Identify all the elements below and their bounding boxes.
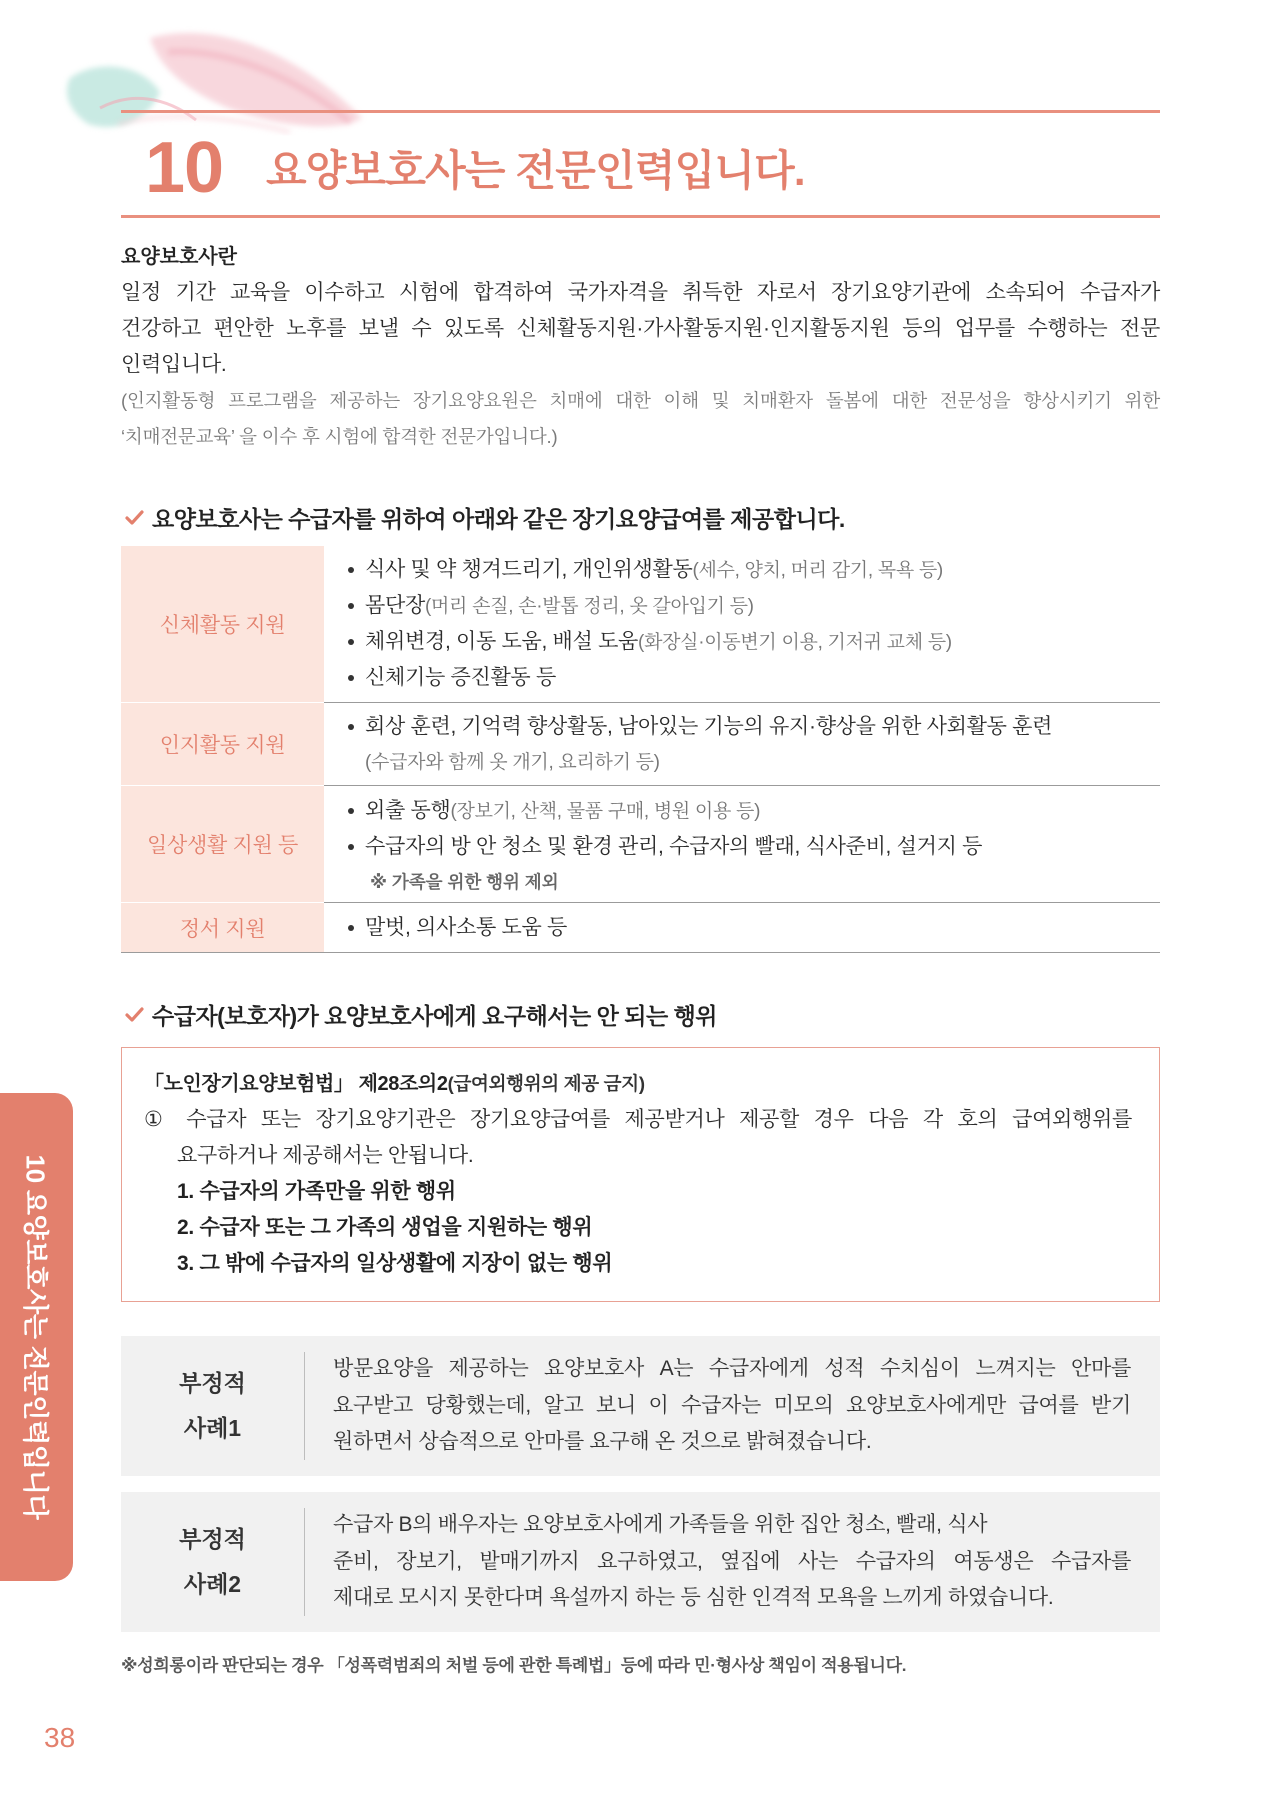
service-item bbox=[324, 709, 1160, 745]
item-detail: (머리 손질, 손·발톱 정리, 옷 갈아입기 등) bbox=[424, 596, 754, 617]
case-box bbox=[121, 1336, 1160, 1476]
row-content bbox=[324, 786, 1160, 903]
services-heading-row bbox=[125, 499, 845, 535]
definition-line: 일정 기간 교육을 이수하고 시험에 합격하여 국가자격을 취득한 자로서 장기요양기관에 소속되어 수급자가 bbox=[121, 281, 1160, 304]
case-box bbox=[121, 1492, 1160, 1632]
case-label-line: 부정적 bbox=[179, 1370, 246, 1396]
case-label-line: 부정적 bbox=[179, 1526, 246, 1552]
service-item bbox=[324, 624, 1160, 660]
law-clause-line: 요구하거나 제공해서는 안됩니다. bbox=[177, 1144, 474, 1167]
bullet-icon bbox=[348, 724, 354, 730]
row-content bbox=[324, 903, 1160, 953]
law-item: 2. 수급자 또는 그 가족의 생업을 지원하는 행위 bbox=[177, 1216, 593, 1239]
definition-line: 인력입니다. bbox=[121, 353, 227, 376]
bullet-icon bbox=[348, 925, 354, 931]
law-title-line bbox=[144, 1066, 1132, 1102]
definition-note-line: ‘치매전문교육’ 을 이수 후 시험에 합격한 전문가입니다.) bbox=[121, 426, 558, 447]
bullet-icon bbox=[348, 603, 354, 609]
law-name: 「노인장기요양보험법」 제28조의2 bbox=[144, 1073, 448, 1095]
table-row bbox=[121, 546, 1160, 703]
service-item bbox=[324, 793, 1160, 829]
services-heading: 요양보호사는 수급자를 위하여 아래와 같은 장기요양급여를 제공합니다. bbox=[152, 505, 845, 532]
bullet-icon bbox=[348, 675, 354, 681]
service-item bbox=[324, 588, 1160, 624]
table-row bbox=[121, 703, 1160, 786]
case-line: 방문요양을 제공하는 요양보호사 A는 수급자에게 성적 수치심이 느껴지는 안마를 bbox=[333, 1357, 1131, 1381]
bullet-icon bbox=[348, 844, 354, 850]
check-icon bbox=[125, 510, 144, 525]
prohibited-heading: 수급자(보호자)가 요양보호사에게 요구해서는 안 되는 행위 bbox=[152, 1002, 718, 1029]
row-label: 인지활동 지원 bbox=[121, 703, 324, 786]
law-subtitle: (급여외행위의 제공 금지) bbox=[447, 1073, 645, 1094]
section-title: 요양보호사는 전문인력입니다. bbox=[266, 147, 805, 194]
definition-note-line: (인지활동형 프로그램을 제공하는 장기요양요원은 치매에 대한 이해 및 치매환자 돌봄에 대한 전문성을 향상시키기 위한 bbox=[121, 390, 1160, 411]
section-number: 10 bbox=[145, 128, 224, 208]
item-text: 수급자의 방 안 청소 및 환경 관리, 수급자의 빨래, 식사준비, 설거지 등 bbox=[365, 835, 983, 858]
case-label bbox=[121, 1361, 304, 1451]
service-item bbox=[324, 660, 1160, 696]
bullet-icon bbox=[348, 808, 354, 814]
law-item: 1. 수급자의 가족만을 위한 행위 bbox=[177, 1180, 456, 1203]
row-label: 신체활동 지원 bbox=[121, 546, 324, 703]
law-item: 3. 그 밖에 수급자의 일상생활에 지장이 없는 행위 bbox=[177, 1252, 613, 1275]
row-label: 정서 지원 bbox=[121, 903, 324, 953]
item-text: 식사 및 약 챙겨드리기, 개인위생활동 bbox=[365, 558, 693, 581]
bullet-icon bbox=[348, 567, 354, 573]
item-detail: (세수, 양치, 머리 감기, 목욕 등) bbox=[692, 560, 943, 581]
case-text bbox=[333, 1507, 1131, 1617]
service-item bbox=[324, 910, 1160, 946]
law-box bbox=[121, 1047, 1160, 1302]
item-detail: (화장실·이동변기 이용, 기저귀 교체 등) bbox=[638, 632, 952, 653]
case-label-line: 사례1 bbox=[183, 1415, 242, 1441]
case-line: 요구받고 당황했는데, 알고 보니 이 수급자는 미모의 요양보호사에게만 급여를 받기 bbox=[333, 1393, 1131, 1417]
item-detail: (수급자와 함께 옷 개기, 요리하기 등) bbox=[365, 752, 660, 773]
item-text: 외출 동행 bbox=[365, 799, 451, 822]
side-tab-label: 10 요양보호사는 전문인력입니다 bbox=[20, 1154, 50, 1520]
page-title bbox=[145, 126, 805, 210]
prohibited-heading-row bbox=[125, 996, 717, 1032]
definition-section bbox=[121, 239, 1160, 455]
service-item bbox=[324, 829, 1160, 865]
check-icon bbox=[125, 1007, 144, 1022]
case-divider bbox=[304, 1352, 305, 1460]
footnote: ※성희롱이라 판단되는 경우 「성폭력범죄의 처벌 등에 관한 특례법」등에 따라 민·형사상 책임이 적용됩니다. bbox=[121, 1656, 907, 1675]
definition-heading: 요양보호사란 bbox=[121, 246, 237, 268]
case-line: 준비, 장보기, 밭매기까지 요구하였고, 옆집에 사는 수급자의 여동생은 수급자를 bbox=[333, 1549, 1131, 1573]
item-detail: (장보기, 산책, 물품 구매, 병원 이용 등) bbox=[450, 801, 761, 822]
table-row bbox=[121, 903, 1160, 953]
table-row bbox=[121, 786, 1160, 903]
item-text: 회상 훈련, 기억력 향상활동, 남아있는 기능의 유지·향상을 위한 사회활동 훈련 bbox=[365, 715, 1053, 738]
case-label bbox=[121, 1517, 304, 1607]
bullet-icon bbox=[348, 639, 354, 645]
row-content bbox=[324, 703, 1160, 786]
title-rule-bottom bbox=[121, 215, 1160, 218]
case-divider bbox=[304, 1508, 305, 1616]
item-text: 신체기능 증진활동 등 bbox=[365, 666, 556, 689]
page-number: 38 bbox=[44, 1722, 76, 1753]
case-line: 수급자 B의 배우자는 요양보호사에게 가족들을 위한 집안 청소, 빨래, 식사 bbox=[333, 1513, 988, 1537]
item-text: 말벗, 의사소통 도움 등 bbox=[365, 916, 568, 939]
row-label: 일상생활 지원 등 bbox=[121, 786, 324, 903]
law-clause-line: ① 수급자 또는 장기요양기관은 장기요양급여를 제공받거나 제공할 경우 다음 각 호의 급여외행위를 bbox=[144, 1108, 1132, 1131]
row-content bbox=[324, 546, 1160, 703]
item-note: ※ 가족을 위한 행위 제외 bbox=[370, 872, 559, 892]
definition-line: 건강하고 편안한 노후를 보낼 수 있도록 신체활동지원·가사활동지원·인지활동지원 등의 업무를 수행하는 전문 bbox=[121, 317, 1160, 340]
service-item bbox=[324, 552, 1160, 588]
item-text: 몸단장 bbox=[365, 594, 425, 617]
title-rule-top bbox=[121, 110, 1160, 113]
case-line: 제대로 모시지 못한다며 욕설까지 하는 등 심한 인격적 모욕을 느끼게 하였습니다. bbox=[333, 1586, 1054, 1610]
services-table bbox=[121, 546, 1160, 953]
item-text: 체위변경, 이동 도움, 배설 도움 bbox=[365, 630, 639, 653]
case-text bbox=[333, 1351, 1131, 1461]
case-label-line: 사례2 bbox=[183, 1571, 242, 1597]
case-line: 원하면서 상습적으로 안마를 요구해 온 것으로 밝혀졌습니다. bbox=[333, 1430, 872, 1454]
chapter-side-tab bbox=[0, 1093, 73, 1581]
